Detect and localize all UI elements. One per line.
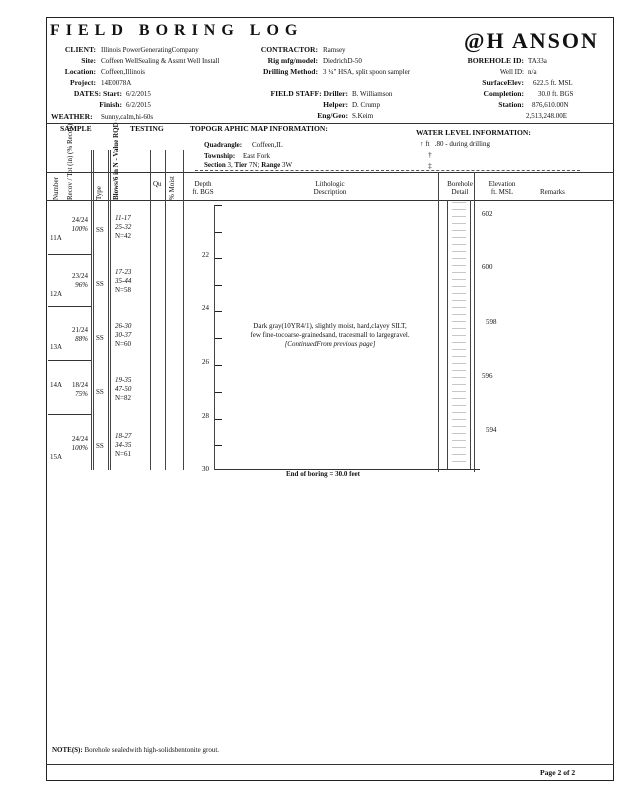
col-elev xyxy=(480,180,524,196)
township-value: East Fork xyxy=(243,152,271,160)
depth-tick xyxy=(214,419,222,420)
weather-value: Sunny,calm,hi-60s xyxy=(101,113,154,121)
elevation-label: 598 xyxy=(486,318,497,326)
col-line xyxy=(183,150,184,470)
surface-value: 622.5 ft. MSL xyxy=(533,79,573,87)
client-label: CLIENT: xyxy=(64,45,96,54)
depth-tick-label: 26 xyxy=(202,358,209,366)
col-borehole xyxy=(438,180,482,196)
sample-number: 11A xyxy=(50,234,62,242)
borehole-wall xyxy=(447,200,448,470)
col-remarks: Remarks xyxy=(540,188,565,196)
col-recovery: Recov / Tot (in) (% Recov) xyxy=(66,123,74,200)
drilling-value: 3 ¼" HSA, split spoon sampler xyxy=(323,68,411,76)
station-east: 2,513,248.00E xyxy=(526,112,568,120)
weather-label: WEATHER: xyxy=(51,112,93,121)
station-label: Station: xyxy=(498,100,524,109)
borehole-value: TA33a xyxy=(528,57,547,65)
helper-value: D. Crump xyxy=(352,101,380,109)
col-line xyxy=(93,150,94,470)
section-row xyxy=(204,161,292,169)
project-value: 14E0078A xyxy=(101,79,132,87)
sample-row-divider xyxy=(48,414,91,415)
township-label: Township: xyxy=(204,152,236,160)
column-header-bottom xyxy=(46,200,614,201)
depth-tick xyxy=(214,365,222,366)
sample-pct: 88% xyxy=(75,335,88,343)
range-value: 3W xyxy=(282,161,293,169)
sample-section-label: SAMPLE xyxy=(60,124,92,133)
range-label: Range xyxy=(261,161,281,169)
elevation-label: 602 xyxy=(482,210,493,218)
sample-row-divider xyxy=(48,254,91,255)
col-line xyxy=(165,150,166,470)
company-logo: @H ANSON xyxy=(464,28,599,53)
col-type: Type xyxy=(95,186,103,200)
driller-value: B. Williamson xyxy=(352,90,393,98)
notes-row xyxy=(52,746,219,754)
sample-row-divider xyxy=(48,360,91,361)
depth-tick-label: 22 xyxy=(202,251,209,259)
engeo-value: S.Keim xyxy=(352,112,374,120)
sample-blows-2: 34-35 xyxy=(115,441,132,449)
col-depth-label: Depth xyxy=(194,180,212,188)
drilling-label: Drilling Method: xyxy=(262,67,318,76)
col-litho xyxy=(270,180,390,196)
borehole-wall xyxy=(470,200,471,470)
start-date: 6/2/2015 xyxy=(126,90,151,98)
col-line xyxy=(108,150,109,470)
rig-label: Rig mfg/model: xyxy=(267,56,318,65)
site-value: Coffeen WellSealing & Assmt Well Install xyxy=(101,57,220,65)
sample-recovery: 18/24 xyxy=(72,381,88,389)
litho-line-2: few fine-tocoarse-grainedsand, tracesmall to largegravel. xyxy=(250,331,410,339)
sample-pct: 100% xyxy=(71,444,88,452)
station-value: 876,610.00N xyxy=(532,101,569,109)
litho-line-1: Dark gray(10YR4/1), slightly moist, hard,clayey SILT, xyxy=(253,322,407,330)
depth-tick-label: 28 xyxy=(202,412,209,420)
depth-tick-label: 24 xyxy=(202,304,209,312)
depth-tick-label: 30 xyxy=(202,465,209,473)
project-label: Project: xyxy=(70,78,96,87)
sample-type: SS xyxy=(96,442,104,450)
sample-number: 13A xyxy=(50,343,63,351)
col-litho-label: Lithologic xyxy=(315,180,345,188)
sample-pct: 96% xyxy=(75,281,88,289)
sample-type: SS xyxy=(96,334,104,342)
finish-date: 6/2/2015 xyxy=(126,101,151,109)
water-level-line: ↑ ft .80 - during drilling xyxy=(420,140,490,148)
borehole-grout-fill xyxy=(452,202,466,468)
depth-tick xyxy=(214,445,222,446)
topo-title: TOPOGR APHIC MAP INFORMATION: xyxy=(190,124,328,133)
litho-description xyxy=(222,322,438,349)
engeo-label: Eng/Geo: xyxy=(317,111,348,120)
sample-blows-2: 47-50 xyxy=(115,385,132,393)
col-litho-desc: Description xyxy=(313,188,347,196)
col-borehole-detail: Detail xyxy=(451,188,469,196)
finish-label: Finish: xyxy=(99,100,122,109)
col-number: Number xyxy=(52,177,60,200)
col-qu: Qu xyxy=(153,180,162,188)
sample-recovery: 21/24 xyxy=(72,326,88,334)
col-elev-label: Elevation xyxy=(488,180,516,188)
wellid-label: Well ID: xyxy=(499,68,524,76)
footer-divider xyxy=(46,764,614,765)
sample-number: 15A xyxy=(50,453,63,461)
sample-blows-1: 17-23 xyxy=(115,268,132,276)
sample-n: N=82 xyxy=(115,394,132,402)
col-line xyxy=(150,150,151,470)
site-label: Site: xyxy=(81,56,96,65)
col-borehole-label: Borehole xyxy=(447,180,473,188)
client-value: Illinois PowerGeneratingCompany xyxy=(101,46,199,54)
location-value: Coffeen,Illinois xyxy=(101,68,146,76)
sample-row-divider xyxy=(48,306,91,307)
quad-label: Quadrangle: xyxy=(204,141,243,149)
sample-type: SS xyxy=(96,280,104,288)
col-line xyxy=(474,172,475,472)
water-title: WATER LEVEL INFORMATION: xyxy=(416,128,531,137)
sample-type: SS xyxy=(96,226,104,234)
sample-blows-2: 35-44 xyxy=(115,277,132,285)
depth-tick xyxy=(214,285,222,286)
end-of-boring: End of boring = 30.0 feet xyxy=(286,470,360,478)
rig-value: DiedrichD-50 xyxy=(323,57,362,65)
surface-label: SurfaceElev: xyxy=(482,78,524,87)
page-title: FIELD BORING LOG xyxy=(50,22,304,39)
elevation-label: 596 xyxy=(482,372,493,380)
sample-blows-2: 30-37 xyxy=(115,331,132,339)
litho-continued: [ContinuedFrom previous page] xyxy=(284,340,376,348)
depth-tick xyxy=(214,232,222,233)
sample-n: N=58 xyxy=(115,286,132,294)
location-label: Location: xyxy=(64,67,96,76)
sample-type: SS xyxy=(96,388,104,396)
tier-label: Tier xyxy=(234,161,248,169)
sample-blows-1: 11-17 xyxy=(115,214,131,222)
notes-label: NOTE(S): xyxy=(52,746,83,754)
quad-value: Coffeen,IL xyxy=(252,141,283,149)
contractor-label: CONTRACTOR: xyxy=(260,45,318,54)
completion-value: 30.0 ft. BGS xyxy=(538,90,574,98)
col-line xyxy=(438,172,439,472)
sample-recovery: 24/24 xyxy=(72,435,88,443)
page-number: Page 2 of 2 xyxy=(540,768,576,777)
col-depth xyxy=(186,180,220,196)
section-value: 3, xyxy=(227,161,233,169)
dates-start-label: DATES: Start: xyxy=(73,89,122,98)
water-mark-1: † xyxy=(428,150,432,159)
depth-tick xyxy=(214,338,222,339)
col-depth-unit: ft. BGS xyxy=(192,188,214,196)
helper-label: Helper: xyxy=(323,100,348,109)
sample-blows-2: 25-32 xyxy=(115,223,132,231)
section-label: Section xyxy=(204,161,226,169)
sample-blows-1: 19-35 xyxy=(115,376,132,384)
sample-blows-1: 26-30 xyxy=(115,322,132,330)
completion-label: Completion: xyxy=(483,89,524,98)
depth-tick xyxy=(214,205,222,206)
elevation-label: 600 xyxy=(482,263,493,271)
col-line xyxy=(91,150,92,470)
sample-recovery: 23/24 xyxy=(72,272,88,280)
tier-value: 7N; xyxy=(248,161,260,169)
col-blows: Blows/6 in N - Value RQD xyxy=(112,122,120,200)
sample-number: 14A xyxy=(50,381,63,389)
depth-tick xyxy=(214,258,222,259)
borehole-label: BOREHOLE ID: xyxy=(467,56,524,65)
sample-n: N=60 xyxy=(115,340,132,348)
sample-pct: 100% xyxy=(71,225,88,233)
contractor-value: Ramsey xyxy=(323,46,346,54)
depth-tick xyxy=(214,311,222,312)
sample-pct: 75% xyxy=(75,390,88,398)
column-header-top xyxy=(46,172,614,173)
depth-tick xyxy=(214,392,222,393)
sample-number: 12A xyxy=(50,290,63,298)
wellid-value: n/a xyxy=(528,68,537,76)
col-line xyxy=(110,150,111,470)
elevation-label: 594 xyxy=(486,426,497,434)
water-mark-2: ‡ xyxy=(428,161,432,170)
sample-blows-1: 18-27 xyxy=(115,432,132,440)
notes-text: Borehole sealedwith high-solidsbentonite grout. xyxy=(84,746,220,754)
depth-axis xyxy=(214,205,215,470)
sample-n: N=42 xyxy=(115,232,132,240)
testing-section-label: TESTING xyxy=(130,124,164,133)
col-moist: % Moist xyxy=(168,176,176,200)
water-level-dashed-line xyxy=(195,170,580,171)
col-elev-unit: ft. MSL xyxy=(490,188,514,196)
driller-label: FIELD STAFF: Driller: xyxy=(270,89,348,98)
sample-recovery: 24/24 xyxy=(72,216,88,224)
sample-n: N=61 xyxy=(115,450,132,458)
